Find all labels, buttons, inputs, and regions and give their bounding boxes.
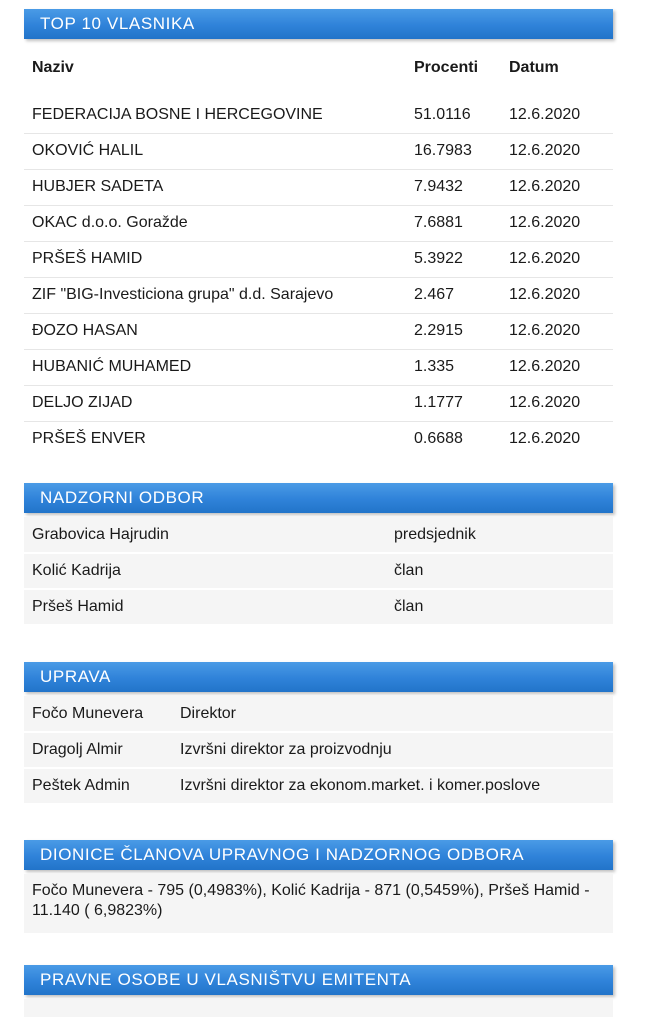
manager-name: Dragolj Almir	[32, 741, 123, 758]
table-row	[24, 732, 613, 768]
spacer	[24, 85, 613, 97]
legal-content	[24, 999, 613, 1017]
table-row	[24, 517, 613, 553]
owner-date: 12.6.2020	[509, 286, 581, 303]
owners-header: TOP 10 VLASNIKA	[24, 9, 613, 39]
table-row	[24, 169, 613, 205]
owner-date: 12.6.2020	[509, 105, 581, 123]
owner-name: OKOVIĆ HALIL	[32, 142, 144, 159]
table-row	[24, 696, 613, 732]
owner-date: 12.6.2020	[509, 322, 581, 339]
table-row	[24, 241, 613, 277]
shares-header: DIONICE ČLANOVA UPRAVNOG I NADZORNOG ODBORA	[24, 840, 613, 870]
owner-date: 12.6.2020	[509, 430, 581, 448]
owner-name: DELJO ZIJAD	[32, 394, 133, 411]
legal-section	[24, 965, 613, 1017]
table-row	[24, 349, 613, 385]
table-row	[24, 277, 613, 313]
board-section	[24, 483, 613, 626]
owner-name: HUBJER SADETA	[32, 178, 164, 195]
table-row	[24, 385, 613, 421]
col-datum: Datum	[509, 59, 559, 76]
owner-percent: 7.9432	[414, 178, 463, 195]
manager-name: Fočo Munevera	[32, 704, 144, 722]
board-member-role: član	[394, 598, 424, 615]
col-naziv: Naziv	[32, 59, 74, 76]
owner-name: ZIF "BIG-Investiciona grupa" d.d. Sarajevo	[32, 286, 334, 303]
board-header: NADZORNI ODBOR	[24, 483, 613, 513]
owner-name: ĐOZO HASAN	[32, 322, 138, 339]
table-row	[24, 205, 613, 241]
board-table	[24, 517, 613, 626]
owner-percent: 16.7983	[414, 142, 472, 159]
shares-text: Fočo Munevera - 795 (0,4983%), Kolić Kadrija - 871 (0,5459%), Pršeš Hamid - 11.140 ( 6,9823%)	[24, 874, 613, 933]
owner-name: OKAC d.o.o. Goražde	[32, 214, 188, 231]
management-table	[24, 696, 613, 805]
board-member-role: predsjednik	[394, 525, 476, 543]
table-row	[24, 421, 613, 457]
owner-percent: 1.1777	[414, 394, 463, 411]
board-member-name: Kolić Kadrija	[32, 562, 121, 579]
col-procenti: Procenti	[414, 59, 479, 76]
owner-name: FEDERACIJA BOSNE I HERCEGOVINE	[32, 105, 323, 123]
table-row	[24, 589, 613, 625]
owner-name: PRŠEŠ ENVER	[32, 430, 146, 448]
owners-table	[24, 51, 613, 457]
owner-date: 12.6.2020	[509, 178, 581, 195]
owner-date: 12.6.2020	[509, 142, 581, 159]
owner-percent: 2.2915	[414, 322, 463, 339]
owner-date: 12.6.2020	[509, 250, 581, 267]
owner-percent: 0.6688	[414, 430, 463, 448]
owner-name: HUBANIĆ MUHAMED	[32, 358, 192, 375]
owner-name: PRŠEŠ HAMID	[32, 250, 143, 267]
owner-percent: 5.3922	[414, 250, 463, 267]
owner-date: 12.6.2020	[509, 214, 581, 231]
table-row	[24, 768, 613, 804]
manager-name: Peštek Admin	[32, 777, 130, 794]
manager-role: Direktor	[180, 704, 237, 722]
table-row	[24, 313, 613, 349]
owner-percent: 1.335	[414, 358, 455, 375]
owner-date: 12.6.2020	[509, 394, 581, 411]
board-member-name: Grabovica Hajrudin	[32, 525, 169, 543]
table-row	[24, 97, 613, 133]
table-row	[24, 133, 613, 169]
owner-percent: 2.467	[414, 286, 455, 303]
shares-section	[24, 840, 613, 933]
owners-section	[24, 9, 613, 457]
table-row	[24, 553, 613, 589]
owners-header-row	[24, 51, 613, 85]
board-member-name: Pršeš Hamid	[32, 598, 124, 615]
manager-role: Izvršni direktor za ekonom.market. i komer.poslove	[180, 777, 541, 794]
management-header: UPRAVA	[24, 662, 613, 692]
board-member-role: član	[394, 562, 424, 579]
owner-percent: 7.6881	[414, 214, 463, 231]
owner-date: 12.6.2020	[509, 358, 581, 375]
owner-percent: 51.0116	[414, 105, 471, 123]
manager-role: Izvršni direktor za proizvodnju	[180, 741, 392, 758]
management-section	[24, 662, 613, 805]
legal-header: PRAVNE OSOBE U VLASNIŠTVU EMITENTA	[24, 965, 613, 995]
